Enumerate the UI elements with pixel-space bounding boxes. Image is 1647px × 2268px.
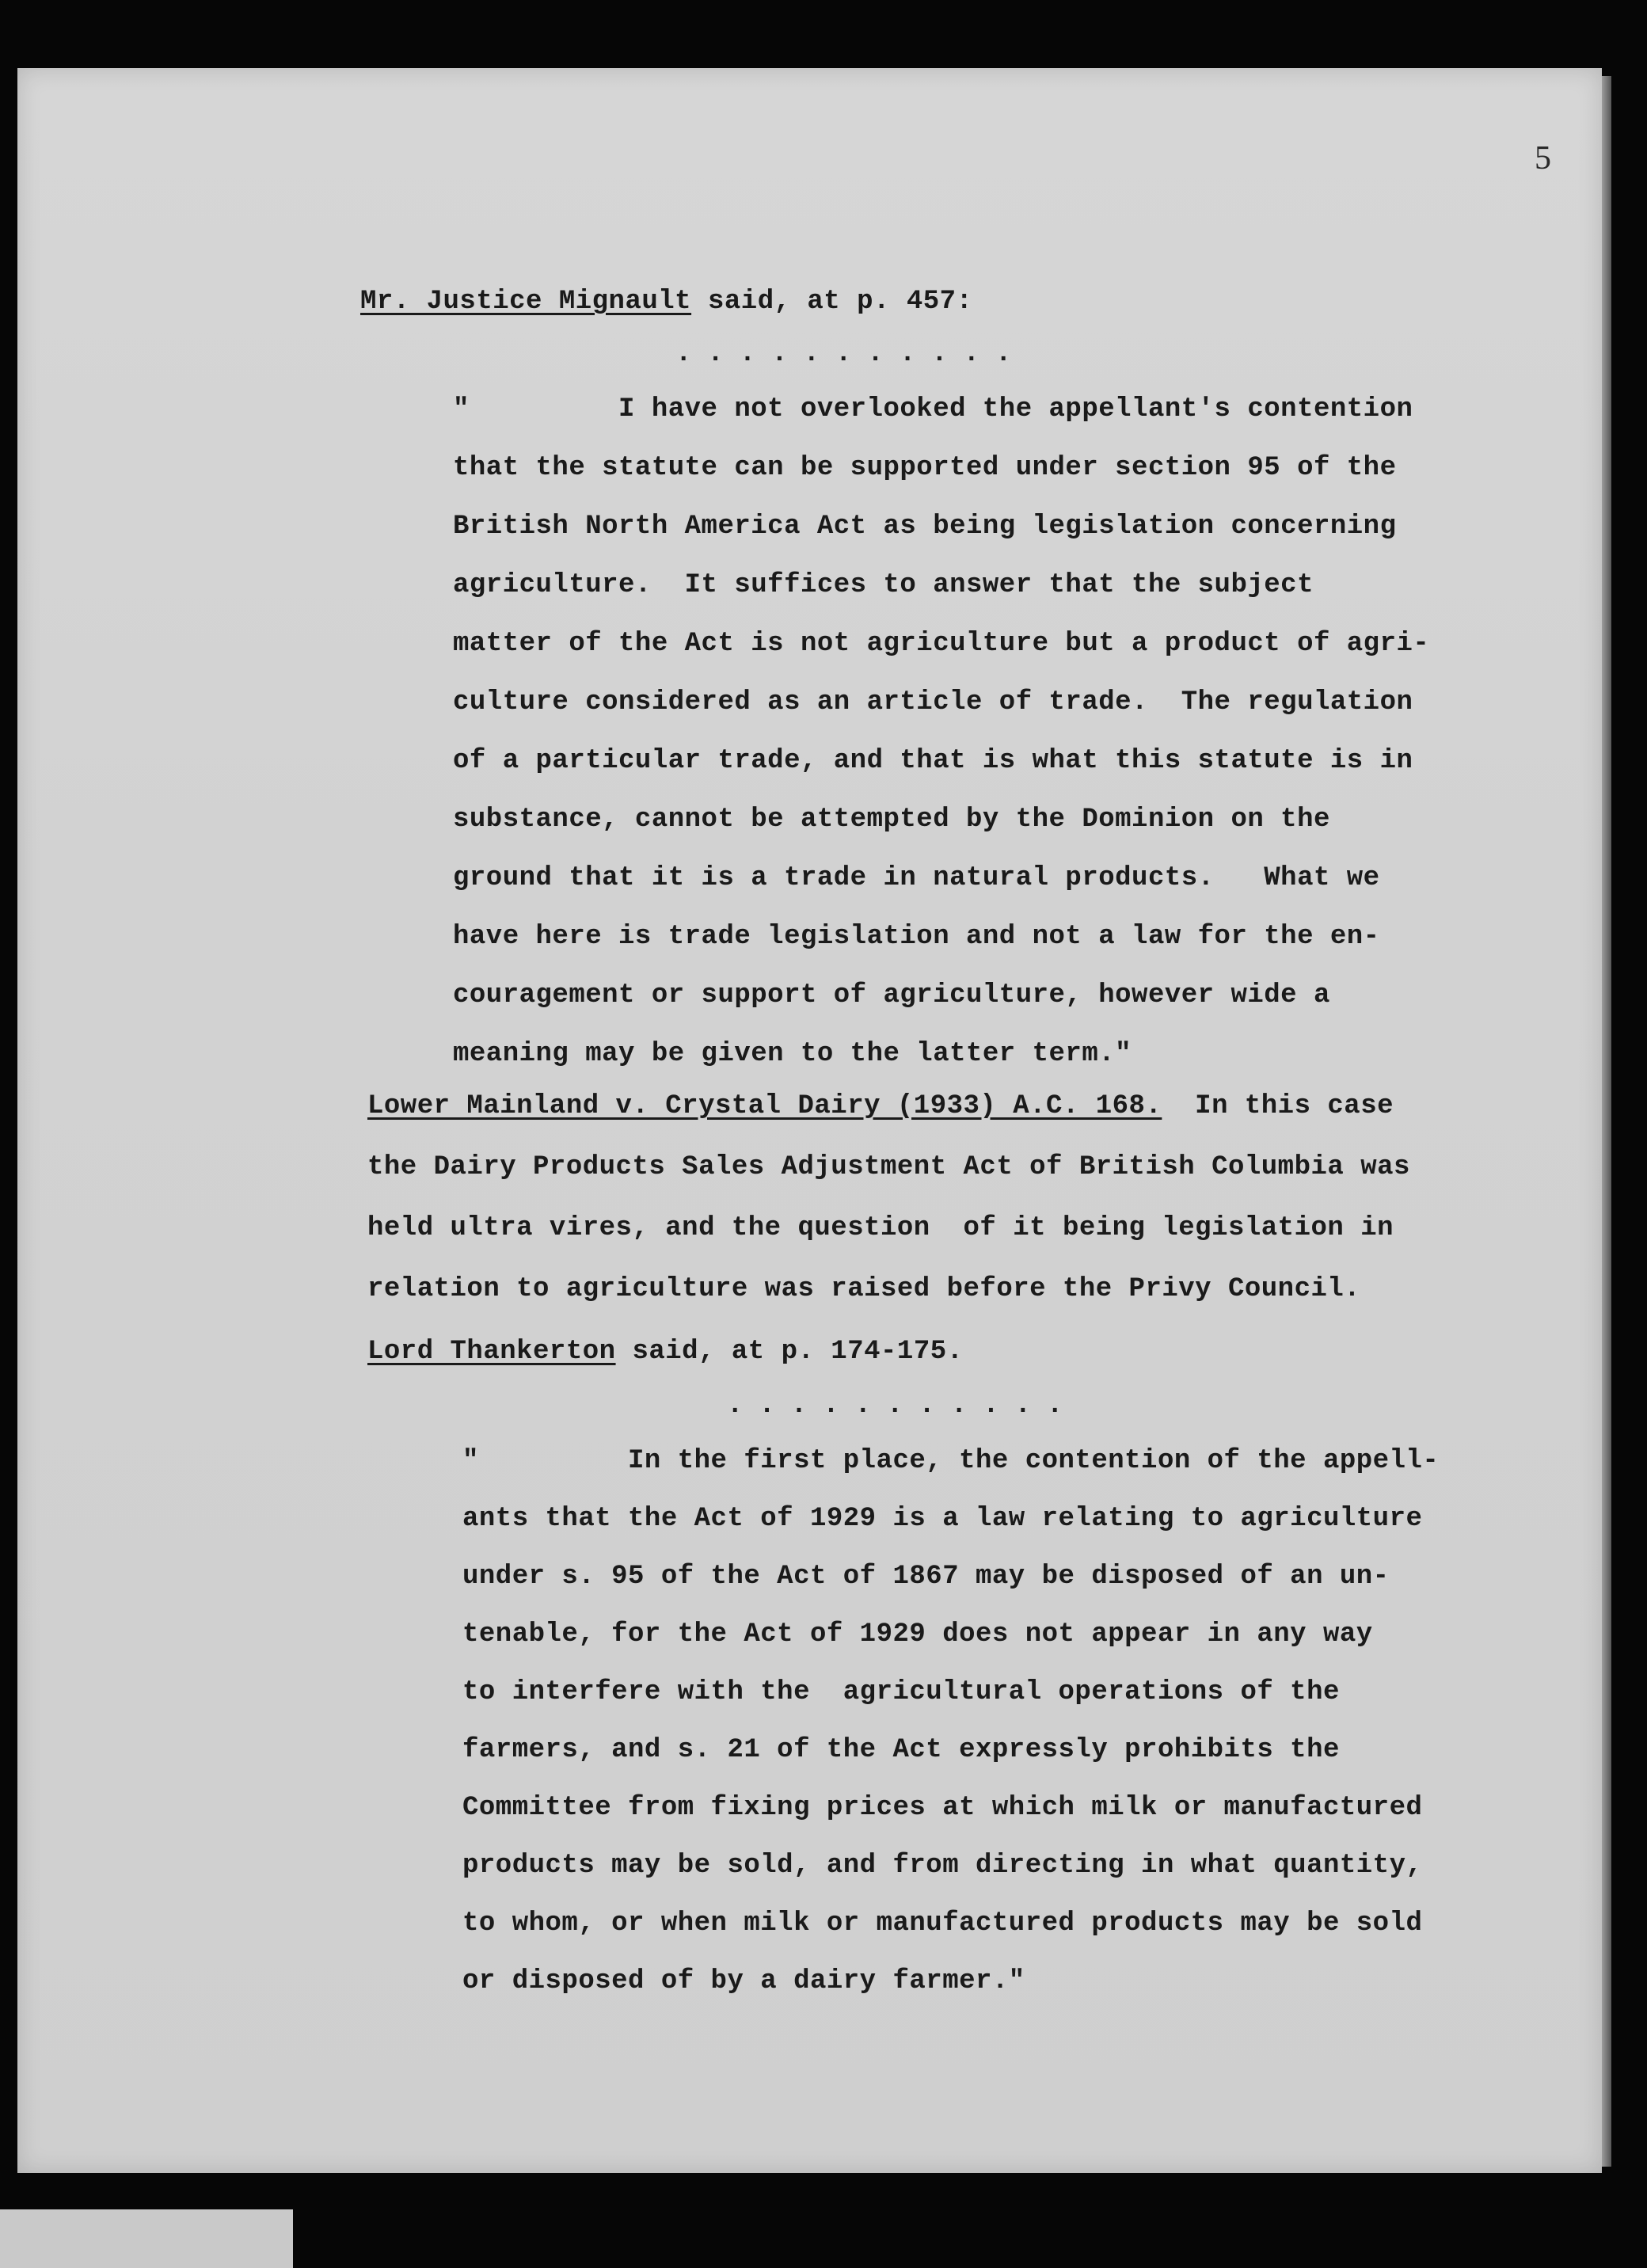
section2-speaker-rest: said, at p. 174-175. <box>615 1337 964 1367</box>
section1-quote-line: have here is trade legislation and not a law for the en- <box>453 922 1380 952</box>
section2-body-line: held ultra vires, and the question of it being legislation in <box>367 1213 1394 1243</box>
section2-quote-line: products may be sold, and from directing in what quantity, <box>462 1851 1423 1881</box>
section2-quote-line: " In the first place, the contention of the appell- <box>462 1446 1440 1476</box>
section1-intro-rest: said, at p. 457: <box>691 287 973 317</box>
section1-quote-line: substance, cannot be attempted by the Dominion on the <box>453 805 1330 835</box>
section2-case-title: Lower Mainland v. Crystal Dairy (1933) A.C. 168. <box>367 1091 1162 1121</box>
section1-quote-line: couragement or support of agriculture, however wide a <box>453 980 1330 1010</box>
scan-corner-tab <box>0 2209 293 2268</box>
section2-quote-line: under s. 95 of the Act of 1867 may be disposed of an un- <box>462 1562 1390 1592</box>
section2-body-line: relation to agriculture was raised before the Privy Council. <box>367 1274 1361 1304</box>
section1-quote-line: meaning may be given to the latter term." <box>453 1039 1132 1069</box>
section2-case-line <box>367 1091 1394 1121</box>
section2-quote-line: ants that the Act of 1929 is a law relating to agriculture <box>462 1504 1423 1534</box>
section1-quote-line: ground that it is a trade in natural products. What we <box>453 863 1380 893</box>
section1-quote-line: of a particular trade, and that is what this statute is in <box>453 746 1413 776</box>
page-number: 5 <box>1535 140 1551 177</box>
page-edge <box>1602 76 1611 2167</box>
section1-ellipsis: ........... <box>675 339 1028 369</box>
section1-quote-line: " I have not overlooked the appellant's contention <box>453 394 1413 424</box>
section1-intro <box>360 287 972 317</box>
section2-quote-line: farmers, and s. 21 of the Act expressly prohibits the <box>462 1735 1340 1765</box>
section2-quote-line: tenable, for the Act of 1929 does not appear in any way <box>462 1619 1373 1650</box>
section1-quote-line: culture considered as an article of trade. The regulation <box>453 687 1413 717</box>
section1-quote-line: that the statute can be supported under section 95 of the <box>453 453 1397 483</box>
section1-quote-line: British North America Act as being legislation concerning <box>453 512 1397 542</box>
section2-ellipsis: ........... <box>727 1391 1079 1421</box>
section1-quote-line: matter of the Act is not agriculture but a product of agri- <box>453 629 1430 659</box>
section2-quote-line: Committee from fixing prices at which milk or manufactured <box>462 1793 1423 1823</box>
section2-body-line: the Dairy Products Sales Adjustment Act of British Columbia was <box>367 1152 1410 1182</box>
section1-speaker: Mr. Justice Mignault <box>360 287 692 317</box>
section2-quote-line: or disposed of by a dairy farmer." <box>462 1966 1025 1996</box>
section1-quote-line: agriculture. It suffices to answer that the subject <box>453 570 1314 600</box>
section2-speaker: Lord Thankerton <box>367 1337 616 1367</box>
section2-quote-line: to interfere with the agricultural operations of the <box>462 1677 1340 1707</box>
section2-quote-line: to whom, or when milk or manufactured products may be sold <box>462 1908 1423 1939</box>
section2-speaker-line <box>367 1337 964 1367</box>
section2-case-rest: In this case <box>1162 1091 1394 1121</box>
